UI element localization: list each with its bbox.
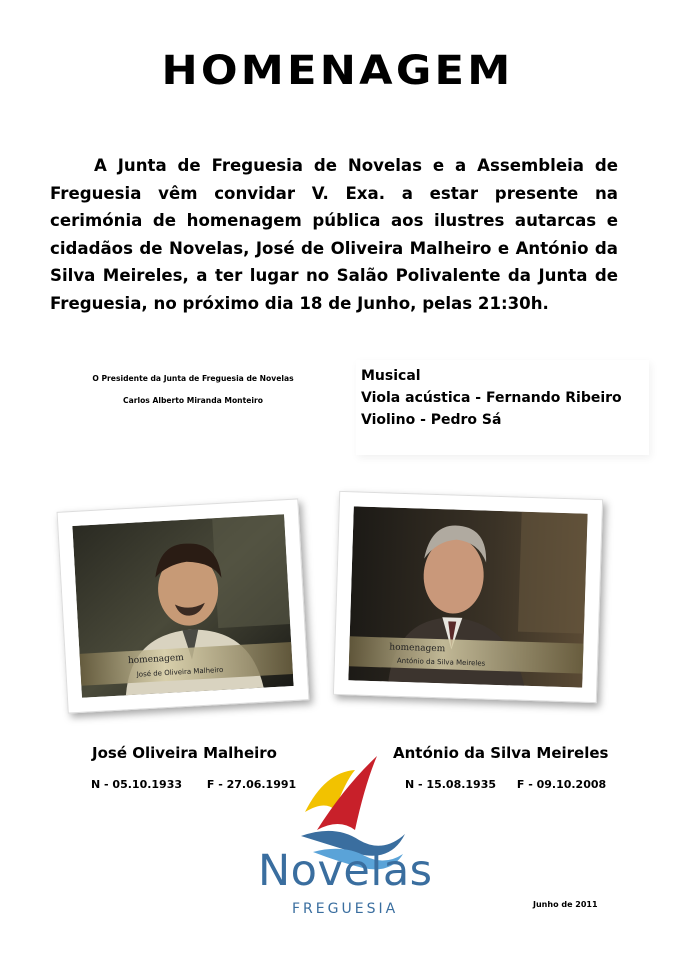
svg-text:homenagem: homenagem	[389, 642, 446, 655]
president-signature	[62, 374, 324, 418]
portrait-image	[348, 506, 587, 687]
president-role: O Presidente da Junta de Freguesia de Novelas	[92, 374, 294, 383]
photo-jose-malheiro	[57, 498, 310, 713]
svg-text:António da Silva Meireles: António da Silva Meireles	[396, 656, 486, 668]
page-title: HOMENAGEM	[161, 48, 514, 94]
svg-text:homenagem: homenagem	[127, 653, 185, 667]
document-date: Junho de 2011	[533, 900, 598, 909]
musical-line-violino: Violino - Pedro Sá	[361, 412, 502, 428]
logo-subtitle: FREGUESIA	[292, 901, 399, 917]
honoree-died-1: F - 27.06.1991	[206, 778, 297, 791]
photo-antonio-meireles	[333, 491, 603, 703]
svg-text:José de Oliveira Malheiro: José de Oliveira Malheiro	[136, 665, 224, 679]
logo-wordmark: Novelas	[258, 846, 433, 896]
honoree-born-2: N - 15.08.1935	[405, 778, 497, 791]
honoree-name-1: José Oliveira Malheiro	[92, 744, 277, 762]
invitation-text: A Junta de Freguesia de Novelas e a Assembleia de Freguesia vêm convidar V. Exa. a estar presente na cerimónia de homenagem pública aos ilustres autarcas e cidadãos de Novelas, José de Oliveira Malheiro e António da Silva Meireles, a ter lugar no Salão Polivalente da Junta de Freguesia, no próximo dia 18 de Junho, pelas 21:30h.	[50, 156, 618, 313]
portrait-image	[72, 514, 293, 698]
musical-heading: Musical	[361, 368, 421, 384]
honoree-died-2: F - 09.10.2008	[516, 778, 607, 791]
honoree-born-1: N - 05.10.1933	[91, 778, 183, 791]
honoree-name-2: António da Silva Meireles	[393, 744, 609, 762]
president-name: Carlos Alberto Miranda Monteiro	[123, 396, 263, 405]
musical-line-viola: Viola acústica - Fernando Ribeiro	[361, 390, 622, 406]
musical-box	[356, 360, 649, 455]
